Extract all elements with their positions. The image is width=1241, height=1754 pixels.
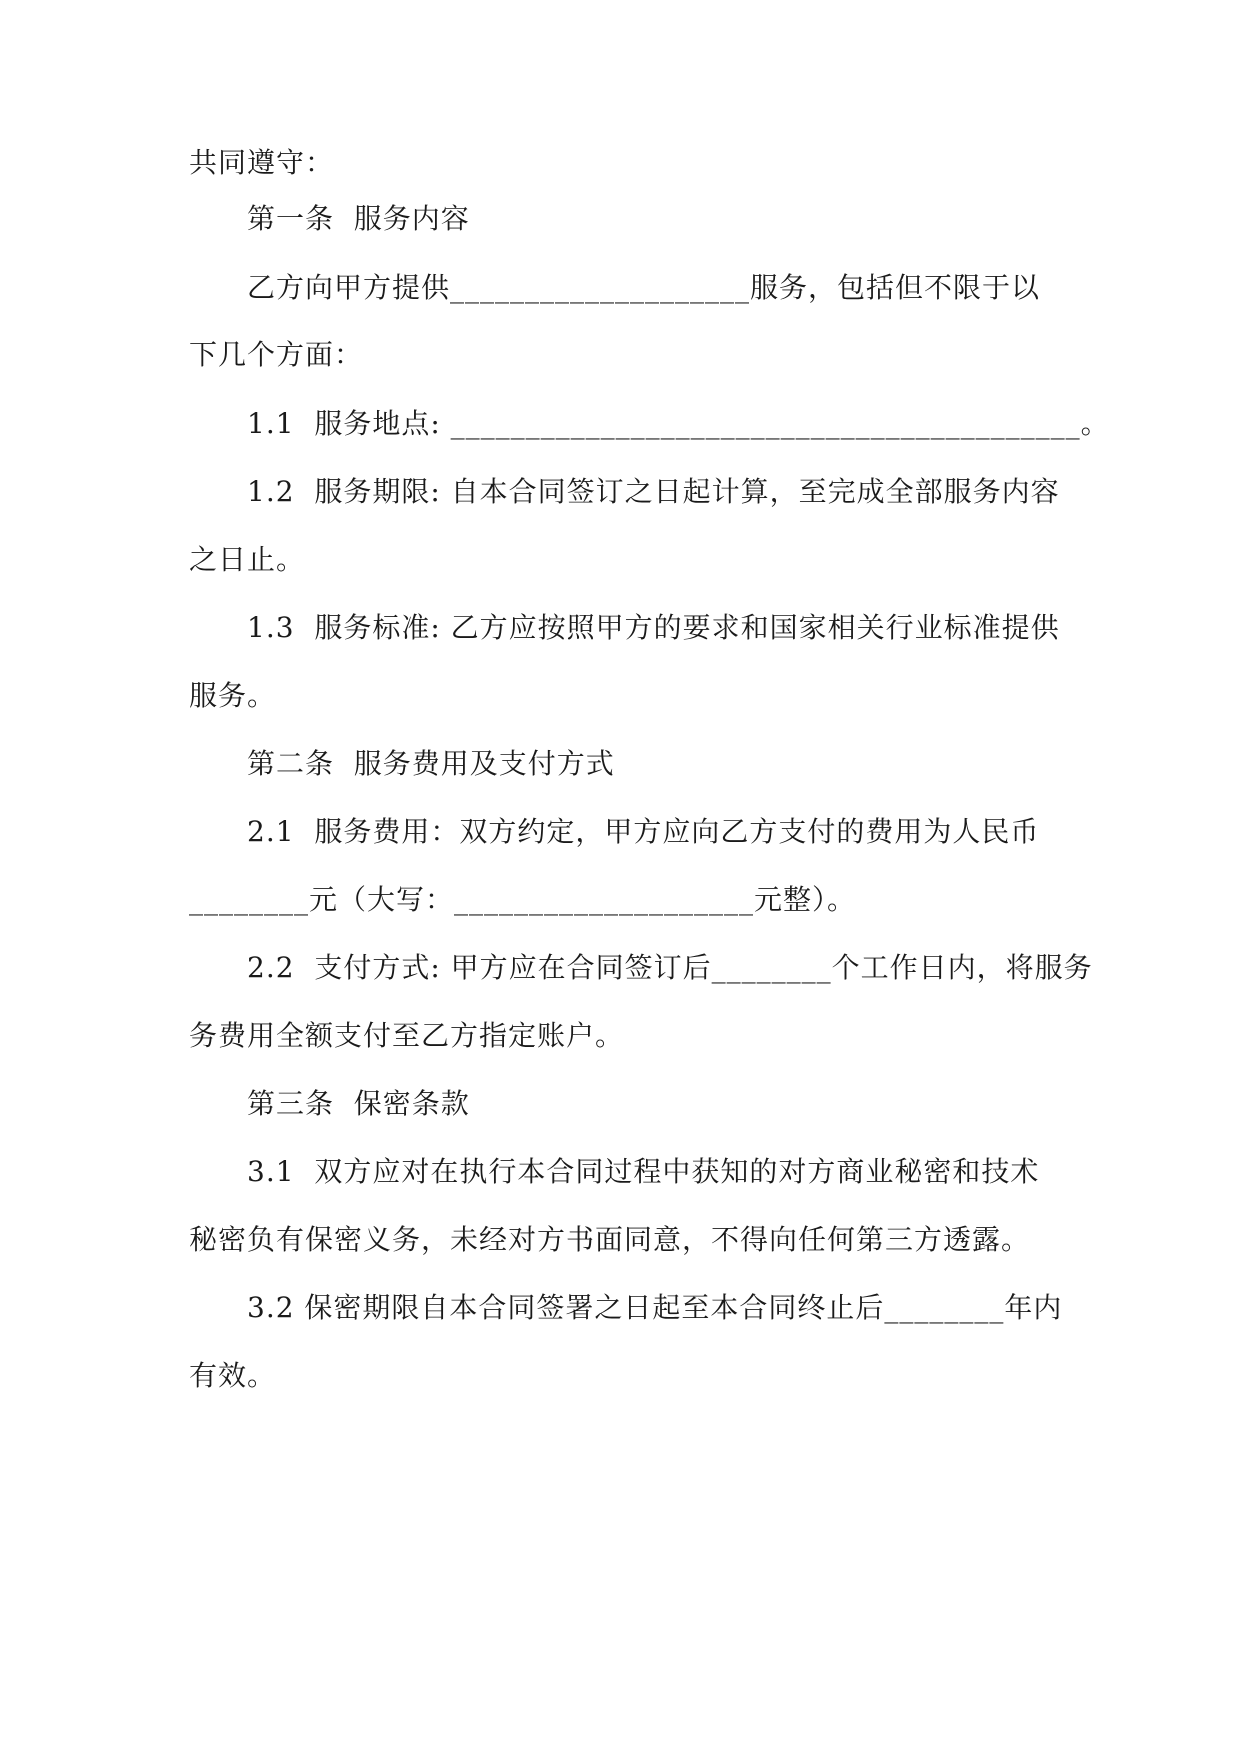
clause-line: 1.1 服务地点: __________________________________________。 — [247, 407, 1110, 440]
paragraph-line: 之日止。 — [189, 543, 306, 576]
article-heading: 第一条 服务内容 — [247, 202, 470, 235]
paragraph-line: 秘密负有保密义务，未经对方书面同意，不得向任何第三方透露。 — [189, 1223, 1031, 1256]
paragraph-line: 务费用全额支付至乙方指定账户。 — [189, 1019, 625, 1052]
paragraph-line: 服务。 — [189, 679, 277, 712]
paragraph-line: ________元（大写：____________________元整）。 — [189, 883, 857, 916]
clause-line: 3.1 双方应对在执行本合同过程中获知的对方商业秘密和技术 — [247, 1155, 1040, 1188]
paragraph-line: 共同遵守： — [189, 146, 335, 179]
paragraph-line: 下几个方面： — [189, 338, 364, 371]
clause-line: 2.2 支付方式: 甲方应在合同签订后________个工作日内，将服务 — [247, 951, 1093, 984]
paragraph-line: 乙方向甲方提供____________________服务，包括但不限于以 — [247, 271, 1041, 304]
paragraph-line: 有效。 — [189, 1359, 277, 1392]
clause-line: 2.1 服务费用：双方约定，甲方应向乙方支付的费用为人民币 — [247, 815, 1040, 848]
clause-line: 1.2 服务期限: 自本合同签订之日起计算，至完成全部服务内容 — [247, 475, 1060, 508]
article-heading: 第三条 保密条款 — [247, 1087, 470, 1120]
article-heading: 第二条 服务费用及支付方式 — [247, 747, 615, 780]
clause-line: 3.2 保密期限自本合同签署之日起至本合同终止后________年内 — [247, 1291, 1063, 1324]
clause-line: 1.3 服务标准: 乙方应按照甲方的要求和国家相关行业标准提供 — [247, 611, 1060, 644]
